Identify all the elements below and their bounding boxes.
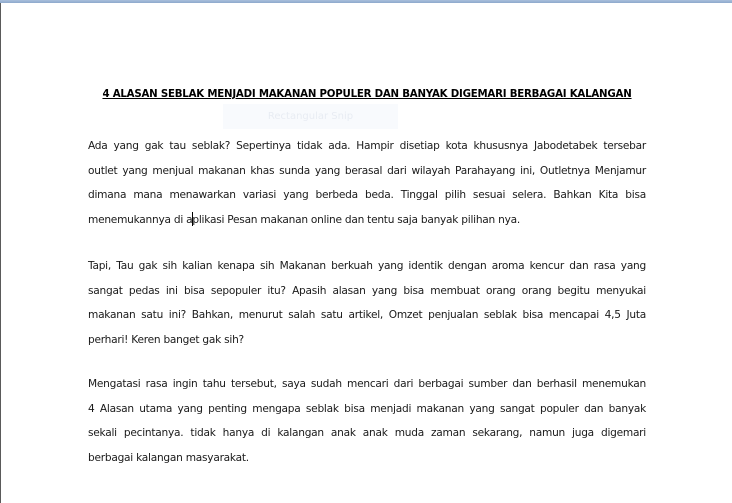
paragraph-line: makanan satu ini? Bahkan, menurut salah satu artikel, Omzet penjualan seblak bisa mencapai 4,5 Juta [88,309,646,321]
paragraph-3[interactable] [88,372,646,470]
document-title: 4 ALASAN SEBLAK MENJADI MAKANAN POPULER DAN BANYAK DIGEMARI BERBAGAI KALANGAN [102,89,632,100]
paragraph-2[interactable] [88,254,646,352]
paragraph-line: perhari! Keren banget gak sih? [88,333,244,346]
rectangular-snip-tooltip [223,104,398,129]
paragraph-line-with-caret [88,208,646,233]
paragraph-line: sekali pecintanya. tidak hanya di kalangan anak anak muda zaman sekarang, namun juga digemari [88,427,646,439]
text-after-caret: plikasi Pesan makanan online dan tentu saja banyak pilihan nya. [192,213,520,226]
paragraph-line: Ada yang gak tau seblak? Sepertinya tidak ada. Hampir disetiap kota khususnya Jabodetabek tersebar [88,140,646,152]
paragraph-line: berbagai kalangan masyarakat. [88,451,249,464]
paragraph-line: 4 Alasan utama yang penting mengapa seblak bisa menjadi makanan yang sangat populer dan banyak [88,402,646,415]
paragraph-line: Mengatasi rasa ingin tahu tersebut, saya sudah mencari dari berbagai sumber dan berhasil menemukan [88,378,646,390]
paragraph-line: Tapi, Tau gak sih kalian kenapa sih Makanan berkuah yang identik dengan aroma kencur dan rasa yang [88,260,646,272]
paragraph-line: outlet yang menjual makanan khas sunda yang berasal dari wilayah Parahayang ini, Outletnya Menjamur [88,164,646,177]
paragraph-line: sangat pedas ini bisa sepopuler itu? Apasih alasan yang bisa membuat orang orang begitu menyukai [88,284,646,297]
snip-tooltip-label: Rectangular Snip [267,111,354,122]
paragraph-line: dimana mana menawarkan variasi yang berbeda beda. Tinggal pilih sesuai selera. Bahkan Kita bisa [88,189,646,201]
text-before-caret: menemukannya di a [88,213,193,226]
paragraph-1[interactable] [88,134,646,232]
